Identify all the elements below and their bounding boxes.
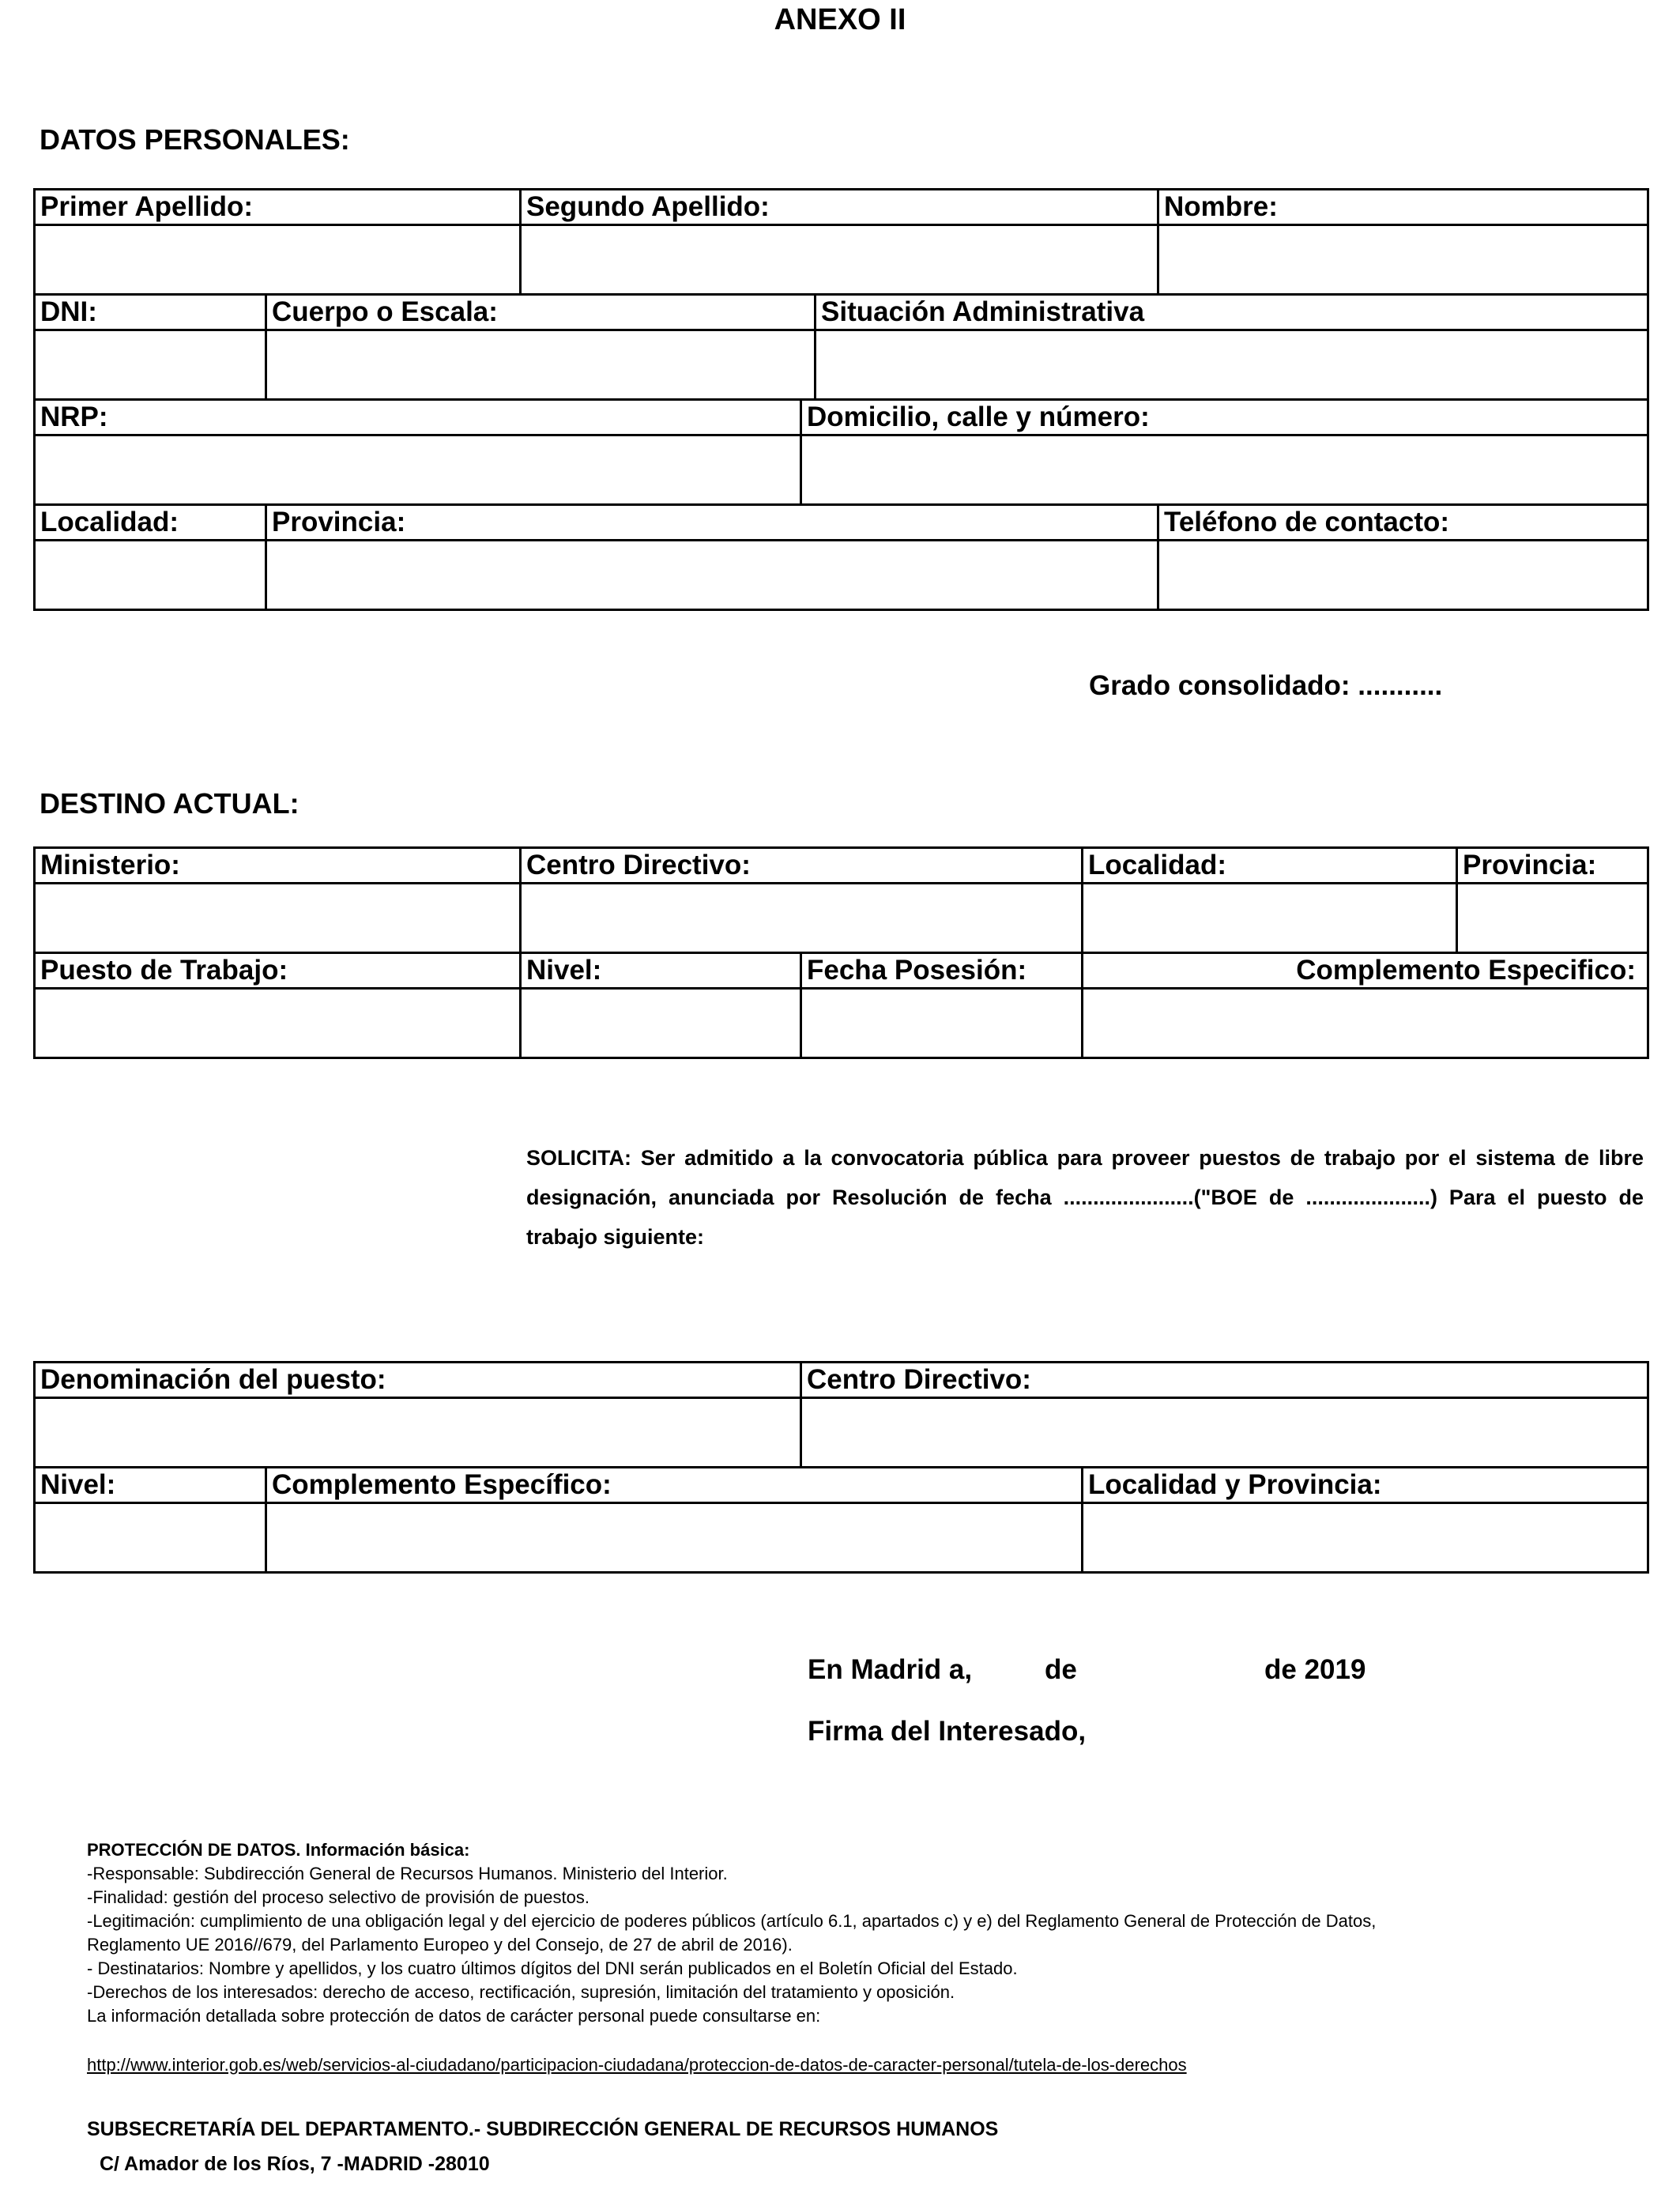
label-nivel: Nivel: bbox=[521, 953, 801, 989]
field-solicitado-nivel[interactable] bbox=[35, 1503, 266, 1573]
field-complemento-especifico[interactable] bbox=[1083, 989, 1648, 1058]
field-nombre[interactable] bbox=[1158, 225, 1648, 295]
label-situacion-administrativa: Situación Administrativa bbox=[816, 295, 1648, 330]
field-denominacion-puesto[interactable] bbox=[35, 1398, 801, 1468]
field-segundo-apellido[interactable] bbox=[521, 225, 1158, 295]
section-heading-datos-personales: DATOS PERSONALES: bbox=[40, 123, 350, 156]
label-puesto-trabajo: Puesto de Trabajo: bbox=[35, 953, 521, 989]
field-destino-provincia[interactable] bbox=[1457, 884, 1648, 953]
proteccion-datos bbox=[87, 1838, 1376, 2028]
label-domicilio: Domicilio, calle y número: bbox=[801, 400, 1648, 435]
label-destino-provincia: Provincia: bbox=[1457, 848, 1648, 884]
label-solicitado-complemento: Complemento Específico: bbox=[266, 1468, 1083, 1503]
destino-actual-table bbox=[33, 846, 1649, 1059]
datos-personales-table bbox=[33, 188, 1649, 611]
proteccion-finalidad: -Finalidad: gestión del proceso selectivo de provisión de puestos. bbox=[87, 1887, 590, 1907]
field-fecha-posesion[interactable] bbox=[801, 989, 1083, 1058]
solicita-text: Ser admitido a la convocatoria pública para proveer puestos de trabajo por el sistema de libre designación, anunciada por Resolución de fecha ......................("BOE de .....................) Para el puesto de trabajo siguiente: bbox=[526, 1146, 1644, 1249]
footer-address: C/ Amador de los Ríos, 7 -MADRID -28010 bbox=[100, 2153, 490, 2175]
label-solicitado-centro-directivo: Centro Directivo: bbox=[801, 1363, 1648, 1398]
label-localidad: Localidad: bbox=[35, 505, 266, 541]
field-dni[interactable] bbox=[35, 330, 266, 400]
fecha-de: de bbox=[1045, 1654, 1077, 1685]
proteccion-responsable: -Responsable: Subdirección General de Recursos Humanos. Ministerio del Interior. bbox=[87, 1864, 728, 1883]
label-cuerpo-escala: Cuerpo o Escala: bbox=[266, 295, 816, 330]
field-puesto-trabajo[interactable] bbox=[35, 989, 521, 1058]
puesto-solicitado-table bbox=[33, 1361, 1649, 1574]
label-destino-localidad: Localidad: bbox=[1083, 848, 1457, 884]
field-situacion-administrativa[interactable] bbox=[816, 330, 1648, 400]
label-fecha-posesion: Fecha Posesión: bbox=[801, 953, 1083, 989]
proteccion-derechos: -Derechos de los interesados: derecho de acceso, rectificación, supresión, limitación del tratamiento y oposición. bbox=[87, 1982, 955, 2002]
field-telefono[interactable] bbox=[1158, 541, 1648, 610]
field-localidad[interactable] bbox=[35, 541, 266, 610]
label-dni: DNI: bbox=[35, 295, 266, 330]
label-denominacion-puesto: Denominación del puesto: bbox=[35, 1363, 801, 1398]
solicita-paragraph bbox=[526, 1138, 1644, 1257]
label-nombre: Nombre: bbox=[1158, 190, 1648, 225]
label-nrp: NRP: bbox=[35, 400, 801, 435]
proteccion-informacion: La información detallada sobre protección de datos de carácter personal puede consultarse en: bbox=[87, 2006, 821, 2026]
fecha-en-madrid: En Madrid a, bbox=[808, 1654, 973, 1685]
proteccion-legitimacion-1: -Legitimación: cumplimiento de una obligación legal y del ejercicio de poderes públicos (artículo 6.1, apartados c) y e) del Reglamento General de Protección de Datos, bbox=[87, 1911, 1377, 1931]
solicita-label: SOLICITA: bbox=[526, 1146, 631, 1170]
field-nivel[interactable] bbox=[521, 989, 801, 1058]
label-complemento-especifico: Complemento Especifico: bbox=[1083, 953, 1648, 989]
field-localidad-provincia[interactable] bbox=[1083, 1503, 1648, 1573]
field-centro-directivo[interactable] bbox=[521, 884, 1083, 953]
field-solicitado-centro-directivo[interactable] bbox=[801, 1398, 1648, 1468]
field-provincia[interactable] bbox=[266, 541, 1158, 610]
label-localidad-provincia: Localidad y Provincia: bbox=[1083, 1468, 1648, 1503]
proteccion-legitimacion-2: Reglamento UE 2016//679, del Parlamento Europeo y del Consejo, de 27 de abril de 2016). bbox=[87, 1935, 793, 1955]
label-segundo-apellido: Segundo Apellido: bbox=[521, 190, 1158, 225]
label-provincia: Provincia: bbox=[266, 505, 1158, 541]
proteccion-heading: PROTECCIÓN DE DATOS. Información básica: bbox=[87, 1840, 470, 1860]
field-domicilio[interactable] bbox=[801, 435, 1648, 505]
label-ministerio: Ministerio: bbox=[35, 848, 521, 884]
field-cuerpo-escala[interactable] bbox=[266, 330, 816, 400]
field-solicitado-complemento[interactable] bbox=[266, 1503, 1083, 1573]
footer-department: SUBSECRETARÍA DEL DEPARTAMENTO.- SUBDIRECCIÓN GENERAL DE RECURSOS HUMANOS bbox=[87, 2118, 999, 2140]
section-heading-destino-actual: DESTINO ACTUAL: bbox=[40, 787, 299, 820]
label-telefono: Teléfono de contacto: bbox=[1158, 505, 1648, 541]
label-solicitado-nivel: Nivel: bbox=[35, 1468, 266, 1503]
label-primer-apellido: Primer Apellido: bbox=[35, 190, 521, 225]
page-title: ANEXO II bbox=[774, 3, 906, 36]
fecha-year: de 2019 bbox=[1264, 1654, 1366, 1685]
firma-interesado: Firma del Interesado, bbox=[808, 1716, 1087, 1747]
label-centro-directivo: Centro Directivo: bbox=[521, 848, 1083, 884]
grado-consolidado: Grado consolidado: ........... bbox=[1089, 670, 1443, 701]
proteccion-link[interactable]: http://www.interior.gob.es/web/servicios-al-ciudadano/participacion-ciudadana/proteccion-de-datos-de-caracter-personal/tutela-de-los-derechos bbox=[87, 2055, 1187, 2075]
field-ministerio[interactable] bbox=[35, 884, 521, 953]
field-destino-localidad[interactable] bbox=[1083, 884, 1457, 953]
field-primer-apellido[interactable] bbox=[35, 225, 521, 295]
proteccion-destinatarios: - Destinatarios: Nombre y apellidos, y los cuatro últimos dígitos del DNI serán publicados en el Boletín Oficial del Estado. bbox=[87, 1958, 1018, 1978]
field-nrp[interactable] bbox=[35, 435, 801, 505]
